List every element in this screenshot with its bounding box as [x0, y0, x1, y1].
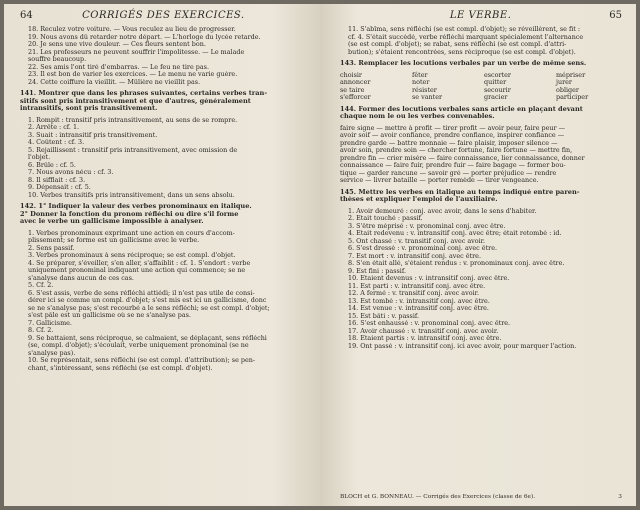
- text-line: connaissance — faire fuir, prendre fuir — faire bagage — former bou-: [340, 162, 566, 169]
- text-line: 5. Ont chassé : v. transitif conj. avec avoir.: [348, 237, 486, 245]
- text-line: 6. S'est dressé : v. pronominal conj. avec être.: [348, 245, 498, 252]
- text-line: 7. Nous avons nécu : cf. 3.: [28, 169, 114, 176]
- footer-credit: BLOCH et G. BONNEAU. — Corrigés des Exercices (classe de 6e).: [340, 494, 536, 500]
- text-line: l'objet.: [28, 154, 51, 161]
- word-cell: noter: [412, 78, 430, 86]
- exercise-142-title: [20, 203, 306, 226]
- word-cell: résister: [412, 85, 437, 94]
- text-line: uniquement pronominal indiquant une action qui commence; se ne: [28, 267, 246, 274]
- exercise-141-title: [20, 90, 306, 113]
- text-line: s'analyse pas).: [28, 349, 76, 357]
- text-line: sitifs sont pris intransitivement et que d'autres, généralement: [20, 97, 251, 105]
- left-page-number: 64: [20, 10, 33, 21]
- text-line: 24. Cette coiffure la vieillit. — Mülière ne vieillit pas.: [28, 78, 201, 86]
- exercise-143-title: 143. Remplacer les locutions verbales par un verbe de même sens.: [340, 60, 587, 67]
- text-line: service — livrer bataille — porter remède — tirer vengeance.: [340, 177, 539, 184]
- text-line: 16. S'est enhaussé : v. pronominal conj. avec être.: [348, 320, 511, 327]
- text-line: souffre beaucoup.: [28, 56, 87, 63]
- text-line: 12. A fermé : v. transitif conj. avec avoir.: [348, 290, 479, 297]
- exercise-141-answers: [20, 117, 306, 200]
- right-running-title: LE VERBE.: [449, 10, 512, 21]
- text-line: 2° Donner la fonction du pronom réfléchi ou dire s'il forme: [20, 210, 239, 218]
- text-line: 2. Sens passif.: [28, 244, 75, 252]
- text-line: dérer ici se comme un compl. d'objet; s'est mis est ici un gallicisme, donc: [28, 297, 267, 304]
- text-line: 2. Était touché : passif.: [348, 215, 423, 222]
- exercise-144-answers: [340, 125, 622, 185]
- text-line: 7. Gallicisme.: [28, 319, 72, 327]
- text-line: chaque nom le ou les verbes convenables.: [340, 113, 495, 120]
- text-line: 3. Verbes pronominaux à sens réciproque; se est compl. d'objet.: [28, 252, 236, 259]
- text-line: 14. Est venue : v. intransitif conj. avec être.: [348, 305, 489, 312]
- text-line: 9. Se battaient, sens réciproque, se calmaient, se déplaçant, sens réfléchi: [28, 334, 267, 342]
- text-line: 19. Nous avons dû retarder notre départ. — L'horloge du lycée retarde.: [28, 33, 261, 41]
- text-line: 15. Est bâti : v. passif.: [348, 312, 420, 320]
- text-line: 10. Verbes transitifs pris intransitivement, dans un sens absolu.: [28, 191, 235, 199]
- text-line: 10. Se représentait, sens réfléchi (se est compl. d'attribution); se pen-: [28, 357, 256, 364]
- text-line: 11. S'abîma, sens réfléchi (se est compl. d'objet); se réveillèrent, se fit :: [348, 26, 581, 33]
- text-line: (se est compl. d'objet); se rabat, sens réfléchi (se est compl. d'attri-: [348, 41, 567, 48]
- word-cell: secourir: [484, 85, 511, 94]
- text-line: 19. Ont passé : v. intransitif conj. ici avec avoir, pour marquer l'action.: [348, 342, 577, 350]
- left-page: [4, 4, 320, 506]
- footer-signature: 3: [618, 494, 622, 500]
- word-cell: escorter: [484, 70, 511, 79]
- word-cell: mépriser: [556, 70, 586, 79]
- text-line: thèses et expliquer l'emploi de l'auxiliaire.: [340, 196, 498, 203]
- word-cell: annoncer: [340, 78, 371, 86]
- text-line: plissement; se forme est un gallicisme avec le verbe.: [28, 237, 200, 244]
- text-line: 9. Dépensait : cf. 5.: [28, 184, 91, 191]
- text-line: 7. Est mort : v. intransitif conj. avec être.: [348, 252, 481, 260]
- exercise-144-title: [340, 106, 622, 121]
- text-line: s'est pâle est un gallicisme où se ne s'analyse pas.: [28, 312, 191, 319]
- text-line: 21. Les professeurs ne peuvent souffrir l'impolitesse. — Le malade: [28, 48, 245, 56]
- left-lines-a: [20, 26, 306, 86]
- text-line: tique — garder rancune — savoir gré — porter préjudice — rendre: [340, 169, 557, 177]
- word-cell: quitter: [484, 78, 507, 86]
- text-line: 5. Rejaillissent : transitif pris intransitivement, avec omission de: [28, 146, 238, 154]
- text-line: avoir soin, prendre soin — chercher fortune, faire fortune — mettre fin,: [340, 147, 573, 154]
- text-line: 17. Avoir chaussé : v. transitif conj. avec avoir.: [348, 327, 499, 335]
- text-line: 3. Suait : intransitif pris transitivement.: [28, 131, 158, 139]
- text-line: 145. Mettre les verbes en italique au temps indiqué entre paren-: [340, 188, 580, 196]
- text-line: (se, compl. d'objet); s'écoulait, verbe uniquement pronominal (se ne: [28, 342, 249, 349]
- text-line: 142. 1° Indiquer la valeur des verbes pronominaux en italique.: [20, 203, 252, 210]
- word-cell: participer: [556, 93, 589, 101]
- word-cell: obliger: [556, 85, 579, 94]
- word-cell: fêter: [412, 70, 428, 79]
- word-cell: se taire: [340, 85, 365, 94]
- text-line: se ne s'analyse pas; s'est recourbé a le sens réfléchi; se est compl. d'objet;: [28, 304, 270, 312]
- text-line: 9. Est fini : passif.: [348, 267, 406, 275]
- right-page-footer: [340, 494, 622, 500]
- text-line: 6. S'est assis, verbe de sens réfléchi attiédi; il n'est pas utile de consi-: [28, 289, 255, 297]
- text-line: avoir soif — avoir confiance, prendre confiance, inspirer confiance —: [340, 132, 565, 139]
- text-line: 20. Je sens une vive douleur. — Ces fleurs sentent bon.: [28, 41, 206, 48]
- text-line: 8. Cf. 2.: [28, 327, 54, 334]
- word-cell: s'efforcer: [340, 93, 371, 101]
- text-line: 144. Former des locutions verbales sans article en plaçant devant: [340, 105, 583, 113]
- text-line: 2. Arrête : cf. 1.: [28, 124, 80, 131]
- word-cell: jurer: [556, 78, 572, 86]
- text-line: 18. Reculez votre voiture. — Vous reculez au lieu de progresser.: [28, 26, 236, 33]
- exercise-142-answers: [20, 230, 306, 373]
- text-line: 8. S'en était allé, s'étaient rendus : v. pronominaux conj. avec être.: [348, 260, 565, 267]
- text-line: 8. Il sifflait : cf. 3.: [28, 176, 86, 184]
- text-line: intransitifs, sont pris transitivement.: [20, 105, 158, 112]
- left-running-title: CORRIGÉS DES EXERCICES.: [82, 10, 245, 21]
- text-line: chant, s'intéressant, sens réfléchi (se est compl. d'objet).: [28, 364, 213, 372]
- exercise-143-word-grid: [340, 72, 622, 102]
- right-page: [320, 4, 636, 506]
- right-page-number: 65: [609, 10, 622, 21]
- right-lines-top: [340, 26, 622, 56]
- text-line: prendre garde — battre monnaie — faire plaisir, imposer silence —: [340, 139, 558, 147]
- text-line: 18. Étaient partis : v. intransitif conj. avec être.: [348, 335, 502, 342]
- text-line: 141. Montrer que dans les phrases suivantes, certains verbes tran-: [20, 90, 268, 97]
- text-line: 22. Ses amis l'ont tiré d'embarras. — Le feu ne tire pas.: [28, 63, 209, 71]
- text-line: 23. Il est bon de varier les exercices. — Le menu ne varie guère.: [28, 71, 238, 78]
- text-line: 13. Est tombé : v. intransitif conj. avec être.: [348, 297, 490, 305]
- text-line: s'analyse dans aucun de ces cas.: [28, 274, 134, 282]
- text-line: faire signe — mettre à profit — tirer profit — avoir peur, faire peur —: [340, 124, 565, 132]
- text-line: prendre fin — crier misère — faire connaissance, lier connaissance, donner: [340, 154, 585, 162]
- text-line: 4. Coûtent : cf. 3.: [28, 139, 85, 146]
- text-line: 4. Était redevenu : v. intransitif conj. avec être; était retombé : id.: [348, 230, 562, 237]
- text-line: 10. Étaient devenus : v. intransitif conj. avec être.: [348, 275, 510, 282]
- text-line: bution); s'étaient rencontrées, sens réciproque (se est compl. d'objet).: [348, 48, 576, 56]
- open-book: [4, 4, 636, 506]
- left-page-header: [20, 10, 306, 22]
- text-line: 1. Rompit : transitif pris intransitivement, au sens de se rompre.: [28, 116, 238, 124]
- word-cell: gracier: [484, 93, 508, 101]
- exercise-145-answers: [340, 208, 622, 351]
- text-line: 1. Avoir demeuré : conj. avec avoir, dans le sens d'habiter.: [348, 207, 537, 215]
- word-cell: choisir: [340, 70, 362, 79]
- exercise-145-title: [340, 189, 622, 204]
- word-cell: se vanter: [412, 93, 443, 101]
- text-line: 5. Cf. 2.: [28, 282, 54, 289]
- text-line: 4. Se préparer, s'éveiller, s'en aller, s'affaiblit : cf. 1. S'endort : verbe: [28, 259, 251, 267]
- text-line: 1. Verbes pronominaux exprimant une action en cours d'accom-: [28, 229, 235, 237]
- text-line: cf. 4. S'était succédé, verbe réfléchi marquant spécialement l'alternance: [348, 33, 584, 41]
- right-page-header: [340, 10, 622, 22]
- text-line: 11. Est parti : v. intransitif conj. avec être.: [348, 282, 486, 290]
- text-line: 6. Brûle : cf. 5.: [28, 161, 76, 169]
- text-line: 3. S'être méprisé : v. pronominal conj. avec être.: [348, 222, 506, 230]
- text-line: avec le verbe un gallicisme impossible à analyser.: [20, 218, 204, 225]
